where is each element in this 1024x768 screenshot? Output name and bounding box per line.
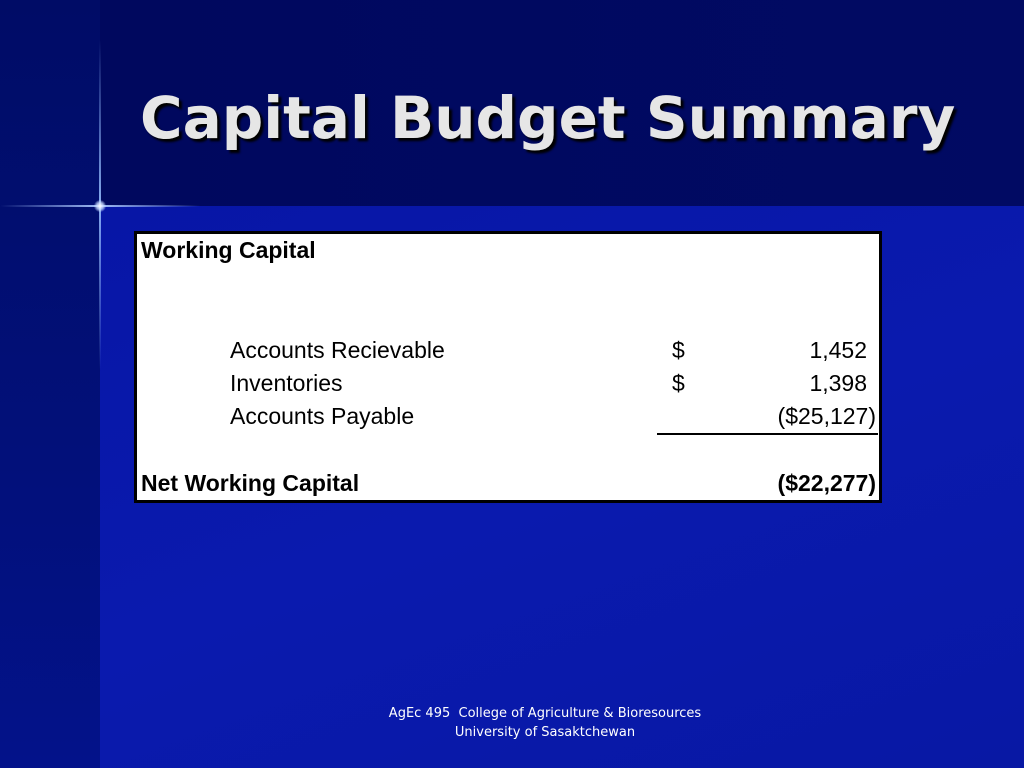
working-capital-table [134,231,882,503]
sparkle-icon [94,200,106,212]
row-currency: $ [672,337,685,363]
row-value: 1,398 [809,370,867,396]
row-value: ($25,127) [777,403,876,429]
section-heading: Working Capital [141,237,316,263]
row-label: Accounts Recievable [230,337,445,363]
row-currency: $ [672,370,685,396]
slide-title: Capital Budget Summary [140,84,956,152]
row-label: Inventories [230,370,343,396]
footer [0,704,1024,742]
subtotal-rule [657,433,878,435]
background-left-band [0,0,100,768]
footer-university-line: University of Sasaktchewan [454,725,636,740]
total-label: Net Working Capital [141,470,360,496]
row-value: 1,452 [809,337,867,363]
row-label: Accounts Payable [230,403,415,429]
footer-course-line: AgEc 495 College of Agriculture & Bioresources [388,706,702,721]
total-value: ($22,277) [777,470,876,496]
